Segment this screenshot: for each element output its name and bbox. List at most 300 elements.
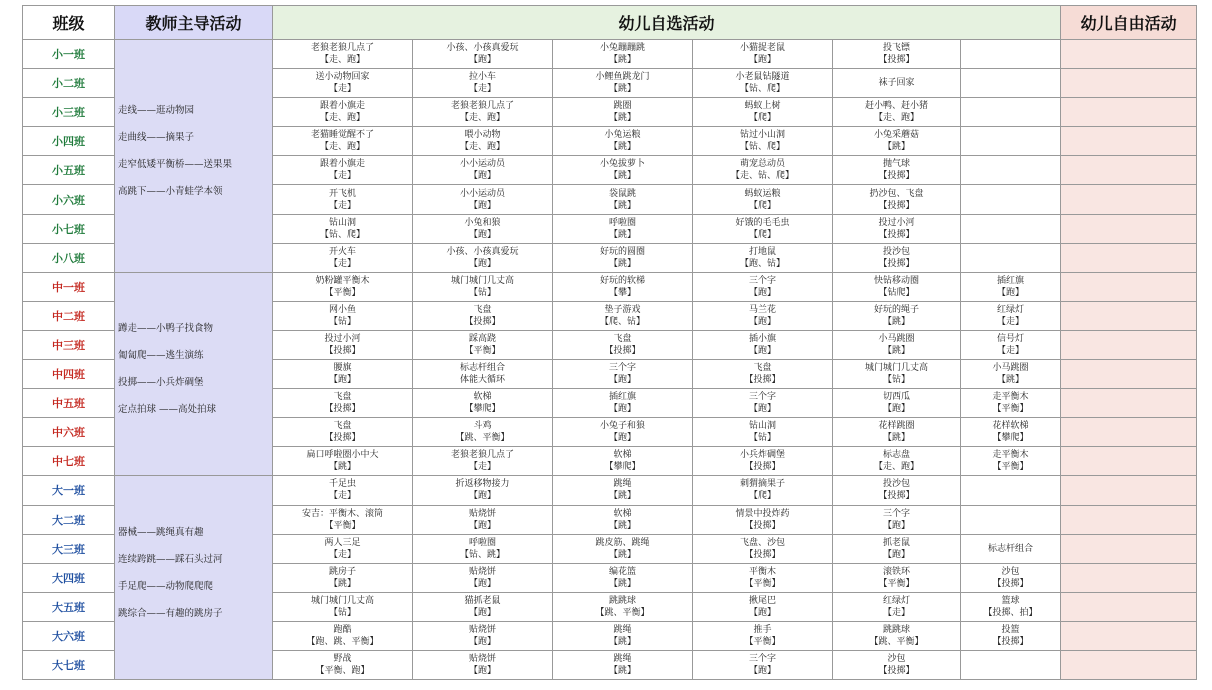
activity-skill-tag: 【投掷】 — [878, 229, 915, 240]
self-selected-activity-cell — [833, 185, 961, 214]
teacher-activity-item: 手足爬——动物爬爬爬 — [118, 580, 214, 592]
activity-name: 小老鼠钻隧道 — [735, 72, 790, 83]
self-selected-activity-cell — [833, 592, 961, 621]
self-selected-activity-cell — [693, 447, 833, 476]
activity-name: 沙包 — [1001, 566, 1020, 577]
self-selected-activity-cell — [693, 69, 833, 98]
activity-name: 小兔采蘑菇 — [873, 130, 919, 141]
class-name-cell: 小五班 — [23, 156, 115, 185]
activity-skill-tag: 【跳】 — [882, 433, 910, 444]
activity-skill-tag: 【跑】 — [882, 549, 910, 560]
free-play-cell — [1061, 360, 1197, 389]
self-selected-activity-cell — [961, 592, 1061, 621]
self-selected-activity-cell — [413, 650, 553, 679]
self-selected-activity-cell — [553, 40, 693, 69]
activity-name: 跟着小旗走 — [319, 159, 365, 170]
self-selected-activity-cell — [961, 447, 1061, 476]
self-selected-activity-cell — [553, 98, 693, 127]
activity-skill-tag: 【跳】 — [608, 666, 636, 677]
activity-skill-tag: 【跳】 — [328, 578, 356, 589]
table-row — [23, 476, 1197, 505]
activity-skill-tag: 【投掷】 — [878, 258, 915, 269]
class-name-cell: 小六班 — [23, 185, 115, 214]
activity-skill-tag: 【走】 — [328, 549, 356, 560]
activity-name: 小兔蹦蹦跳 — [599, 43, 645, 54]
self-selected-activity-cell — [693, 650, 833, 679]
self-selected-activity-cell — [961, 360, 1061, 389]
activity-name: 马兰花 — [748, 304, 776, 315]
class-name-cell: 中七班 — [23, 447, 115, 476]
class-name-cell: 大六班 — [23, 621, 115, 650]
activity-skill-tag: 【跑】 — [882, 520, 910, 531]
activity-name: 插小旗 — [748, 333, 776, 344]
activity-name: 好玩的圆圈 — [599, 246, 645, 257]
activity-skill-tag: 【跑】 — [468, 607, 496, 618]
activity-name: 标志盘 — [882, 450, 910, 461]
class-name-cell: 小二班 — [23, 69, 115, 98]
free-play-cell — [1061, 650, 1197, 679]
self-selected-activity-cell — [961, 621, 1061, 650]
free-play-cell — [1061, 330, 1197, 359]
activity-name: 揪尾巴 — [748, 595, 776, 606]
self-selected-activity-cell — [833, 534, 961, 563]
activity-skill-tag: 【钻】 — [328, 607, 356, 618]
activity-name: 斗鸡 — [473, 421, 492, 432]
class-name-cell: 大四班 — [23, 563, 115, 592]
activity-skill-tag: 【投掷】 — [464, 316, 501, 327]
self-selected-activity-cell — [833, 98, 961, 127]
self-selected-activity-cell — [693, 389, 833, 418]
class-name-cell: 小八班 — [23, 243, 115, 272]
activity-name: 刺猬摘果子 — [739, 479, 785, 490]
self-selected-activity-cell — [693, 243, 833, 272]
activity-name: 千足虫 — [328, 479, 356, 490]
activity-name: 钻山洞 — [748, 421, 776, 432]
self-selected-activity-cell — [273, 389, 413, 418]
self-selected-activity-cell — [833, 69, 961, 98]
activity-skill-tag: 【平衡】 — [992, 404, 1029, 415]
activity-skill-tag: 【跳】 — [608, 578, 636, 589]
activity-skill-tag: 【跑】 — [882, 404, 910, 415]
activity-name: 野战 — [333, 654, 352, 665]
activity-skill-tag: 【平衡】 — [744, 578, 781, 589]
self-selected-activity-cell — [693, 272, 833, 301]
self-selected-activity-cell — [961, 563, 1061, 592]
activity-name: 贴烧饼 — [468, 654, 496, 665]
teacher-activity-item: 投掷——小兵炸碉堡 — [118, 377, 204, 389]
activity-skill-tag: 【钻、爬】 — [739, 84, 785, 95]
self-selected-activity-cell — [273, 185, 413, 214]
self-selected-activity-cell — [961, 476, 1061, 505]
self-selected-activity-cell — [961, 418, 1061, 447]
self-selected-activity-cell — [413, 505, 553, 534]
activity-skill-tag: 【跳】 — [997, 375, 1025, 386]
self-selected-activity-cell — [833, 40, 961, 69]
activity-skill-tag: 【跑、钻】 — [739, 258, 785, 269]
activity-skill-tag: 【爬】 — [748, 200, 776, 211]
self-selected-activity-cell — [553, 272, 693, 301]
activity-skill-tag: 【走】 — [997, 316, 1025, 327]
activity-skill-tag: 【钻】 — [748, 433, 776, 444]
activity-name: 飞盘、沙包 — [739, 537, 785, 548]
teacher-activity-item: 走曲线——摘果子 — [118, 131, 195, 143]
self-selected-activity-cell — [693, 301, 833, 330]
activity-name: 篮球 — [1001, 595, 1020, 606]
activity-name: 软梯 — [473, 392, 492, 403]
self-selected-activity-cell — [553, 185, 693, 214]
self-selected-activity-cell — [961, 243, 1061, 272]
self-selected-activity-cell — [413, 40, 553, 69]
activity-name: 跳绳 — [613, 624, 632, 635]
class-name-cell: 小四班 — [23, 127, 115, 156]
self-selected-activity-cell — [413, 389, 553, 418]
activity-name: 推手 — [753, 624, 772, 635]
self-selected-activity-cell — [413, 330, 553, 359]
table-row — [23, 272, 1197, 301]
activity-name: 呼啦圈 — [468, 537, 496, 548]
activity-name: 两人三足 — [324, 537, 361, 548]
activity-name: 赶小鸭、赶小猪 — [864, 101, 928, 112]
activity-skill-tag: 【跳】 — [328, 462, 356, 473]
activity-skill-tag: 【攀爬】 — [992, 433, 1029, 444]
activity-skill-tag: 【走】 — [328, 171, 356, 182]
self-selected-activity-cell — [833, 360, 961, 389]
activity-schedule-table — [22, 5, 1197, 680]
activity-name: 投过小河 — [324, 333, 361, 344]
class-name-cell: 大二班 — [23, 505, 115, 534]
activity-name: 平衡木 — [748, 566, 776, 577]
self-selected-activity-cell — [961, 534, 1061, 563]
teacher-activity-item: 器械——跳绳真有趣 — [118, 526, 204, 538]
self-selected-activity-cell — [833, 214, 961, 243]
activity-name: 飞盘 — [333, 392, 352, 403]
self-selected-activity-cell — [961, 69, 1061, 98]
activity-name: 小兵炸碉堡 — [739, 450, 785, 461]
self-selected-activity-cell — [553, 476, 693, 505]
self-selected-activity-cell — [553, 330, 693, 359]
activity-skill-tag: 【走、跑】 — [459, 142, 505, 153]
activity-skill-tag: 【投掷】 — [878, 200, 915, 211]
activity-name: 小兔拔萝卜 — [599, 159, 645, 170]
activity-name: 贴烧饼 — [468, 566, 496, 577]
activity-name: 奶粉罐平衡木 — [315, 275, 370, 286]
activity-skill-tag: 【跳、平衡】 — [869, 636, 924, 647]
activity-name: 蚂蚁运粮 — [744, 188, 781, 199]
class-name-cell: 中一班 — [23, 272, 115, 301]
activity-name: 袋鼠跳 — [608, 188, 636, 199]
activity-name: 老狼老狼几点了 — [310, 43, 374, 54]
self-selected-activity-cell — [413, 156, 553, 185]
activity-name: 踩高跷 — [468, 333, 496, 344]
self-selected-activity-cell — [273, 214, 413, 243]
activity-name: 切西瓜 — [882, 392, 910, 403]
activity-skill-tag: 【投掷】 — [878, 55, 915, 66]
free-play-cell — [1061, 476, 1197, 505]
free-play-cell — [1061, 127, 1197, 156]
self-selected-activity-cell — [273, 272, 413, 301]
activity-skill-tag: 【跑】 — [328, 375, 356, 386]
self-selected-activity-cell — [553, 156, 693, 185]
free-play-cell — [1061, 563, 1197, 592]
activity-name: 三个字 — [748, 654, 776, 665]
activity-name: 走平衡木 — [992, 392, 1029, 403]
activity-name: 贴烧饼 — [468, 508, 496, 519]
activity-skill-tag: 【投掷、拍】 — [983, 607, 1038, 618]
free-play-cell — [1061, 214, 1197, 243]
activity-skill-tag: 【跑】 — [997, 287, 1025, 298]
activity-name: 蚂蚁上树 — [744, 101, 781, 112]
self-selected-activity-cell — [413, 621, 553, 650]
activity-skill-tag: 【跳、平衡】 — [595, 607, 650, 618]
activity-skill-tag: 【走】 — [328, 84, 356, 95]
self-selected-activity-cell — [413, 592, 553, 621]
activity-name: 跟着小旗走 — [319, 101, 365, 112]
self-selected-activity-cell — [833, 389, 961, 418]
activity-name: 呼啦圈 — [608, 217, 636, 228]
free-play-cell — [1061, 389, 1197, 418]
activity-skill-tag: 【投掷】 — [744, 462, 781, 473]
activity-skill-tag: 【投掷】 — [744, 520, 781, 531]
activity-skill-tag: 【平衡】 — [992, 462, 1029, 473]
activity-skill-tag: 【投掷】 — [878, 171, 915, 182]
header-self-selected: 幼儿自选活动 — [273, 6, 1061, 40]
activity-name: 沙包 — [887, 654, 906, 665]
class-name-cell: 小一班 — [23, 40, 115, 69]
self-selected-activity-cell — [693, 563, 833, 592]
self-selected-activity-cell — [553, 650, 693, 679]
activity-skill-tag: 【跳】 — [608, 520, 636, 531]
activity-name: 投过小河 — [878, 217, 915, 228]
activity-skill-tag: 【跳】 — [882, 142, 910, 153]
self-selected-activity-cell — [693, 214, 833, 243]
self-selected-activity-cell — [273, 330, 413, 359]
free-play-cell — [1061, 243, 1197, 272]
class-name-cell: 小三班 — [23, 98, 115, 127]
activity-skill-tag: 【爬】 — [748, 491, 776, 502]
free-play-cell — [1061, 98, 1197, 127]
activity-name: 城门城门几丈高 — [310, 595, 374, 606]
activity-name: 好饿的毛毛虫 — [735, 217, 790, 228]
self-selected-activity-cell — [553, 127, 693, 156]
activity-name: 垫子游戏 — [604, 304, 641, 315]
activity-name: 萌宠总动员 — [739, 159, 785, 170]
class-name-cell: 中三班 — [23, 330, 115, 359]
activity-skill-tag: 【走】 — [328, 258, 356, 269]
self-selected-activity-cell — [693, 40, 833, 69]
teacher-activity-item: 跳综合——有趣的跳房子 — [118, 607, 223, 619]
table-body — [23, 40, 1197, 680]
activity-name: 小马跳圈 — [878, 333, 915, 344]
teacher-led-activities-cell — [115, 272, 273, 476]
activity-skill-tag: 【跑】 — [468, 258, 496, 269]
activity-skill-tag: 【走】 — [328, 491, 356, 502]
activity-skill-tag: 【平衡、跑】 — [315, 666, 370, 677]
activity-skill-tag: 【跳】 — [608, 636, 636, 647]
activity-skill-tag: 【跑】 — [468, 171, 496, 182]
activity-skill-tag: 【跑、跳、平衡】 — [306, 636, 379, 647]
activity-name: 折返移物接力 — [455, 479, 510, 490]
self-selected-activity-cell — [961, 98, 1061, 127]
free-play-cell — [1061, 447, 1197, 476]
self-selected-activity-cell — [693, 127, 833, 156]
activity-skill-tag: 【走、跑】 — [873, 462, 919, 473]
activity-name: 好玩的软梯 — [599, 275, 645, 286]
activity-name: 跳皮筋、跳绳 — [595, 537, 650, 548]
self-selected-activity-cell — [273, 243, 413, 272]
activity-name: 三个字 — [748, 275, 776, 286]
free-play-cell — [1061, 69, 1197, 98]
activity-skill-tag: 【攀爬】 — [604, 462, 641, 473]
table-row — [23, 40, 1197, 69]
activity-skill-tag: 【跑】 — [608, 433, 636, 444]
free-play-cell — [1061, 418, 1197, 447]
self-selected-activity-cell — [413, 243, 553, 272]
activity-name: 送小动物回家 — [315, 72, 370, 83]
self-selected-activity-cell — [273, 127, 413, 156]
activity-name: 投沙包 — [882, 246, 910, 257]
self-selected-activity-cell — [833, 301, 961, 330]
header-teacher-led: 教师主导活动 — [115, 6, 273, 40]
activity-skill-tag: 【跑】 — [468, 491, 496, 502]
self-selected-activity-cell — [413, 127, 553, 156]
free-play-cell — [1061, 40, 1197, 69]
activity-skill-tag: 【投掷】 — [744, 549, 781, 560]
activity-name: 小马跳圈 — [992, 363, 1029, 374]
self-selected-activity-cell — [693, 360, 833, 389]
activity-name: 情景中投炸药 — [735, 508, 790, 519]
self-selected-activity-cell — [413, 447, 553, 476]
self-selected-activity-cell — [833, 563, 961, 592]
self-selected-activity-cell — [413, 69, 553, 98]
activity-skill-tag: 【投掷】 — [992, 578, 1029, 589]
self-selected-activity-cell — [553, 505, 693, 534]
self-selected-activity-cell — [553, 534, 693, 563]
self-selected-activity-cell — [413, 534, 553, 563]
activity-skill-tag: 【跑】 — [608, 404, 636, 415]
activity-skill-tag: 【投掷】 — [878, 491, 915, 502]
activity-skill-tag: 【平衡】 — [878, 578, 915, 589]
class-name-cell: 大一班 — [23, 476, 115, 505]
self-selected-activity-cell — [273, 505, 413, 534]
self-selected-activity-cell — [413, 98, 553, 127]
activity-skill-tag: 【钻、跳】 — [459, 549, 505, 560]
self-selected-activity-cell — [961, 127, 1061, 156]
self-selected-activity-cell — [553, 621, 693, 650]
activity-skill-tag: 【跳】 — [608, 142, 636, 153]
activity-skill-tag: 【平衡】 — [744, 636, 781, 647]
activity-name: 扔沙包、飞盘 — [869, 188, 924, 199]
activity-name: 抛气球 — [882, 159, 910, 170]
self-selected-activity-cell — [693, 330, 833, 359]
activity-name: 开飞机 — [328, 188, 356, 199]
activity-name: 标志杆组合 — [988, 543, 1034, 554]
activity-skill-tag: 【平衡】 — [324, 287, 361, 298]
self-selected-activity-cell — [961, 214, 1061, 243]
self-selected-activity-cell — [413, 185, 553, 214]
self-selected-activity-cell — [833, 156, 961, 185]
self-selected-activity-cell — [693, 592, 833, 621]
activity-name: 小鲤鱼跳龙门 — [595, 72, 650, 83]
activity-name: 跳绳 — [613, 654, 632, 665]
activity-skill-tag: 【跳】 — [608, 84, 636, 95]
activity-name: 飞盘 — [473, 304, 492, 315]
activity-skill-tag: 【跑】 — [468, 229, 496, 240]
self-selected-activity-cell — [961, 156, 1061, 185]
activity-skill-tag: 【投掷】 — [324, 433, 361, 444]
activity-name: 网小鱼 — [328, 304, 356, 315]
activity-skill-tag: 【走】 — [328, 200, 356, 211]
activity-name: 小兔子和狼 — [599, 421, 645, 432]
activity-skill-tag: 【钻爬】 — [878, 287, 915, 298]
activity-skill-tag: 【走、跑】 — [319, 55, 365, 66]
class-name-cell: 大三班 — [23, 534, 115, 563]
activity-name: 三个字 — [608, 363, 636, 374]
activity-name: 拉小车 — [468, 72, 496, 83]
activity-name: 跳跳球 — [608, 595, 636, 606]
activity-skill-tag: 【跳】 — [882, 345, 910, 356]
activity-skill-tag: 【跑】 — [748, 404, 776, 415]
activity-name: 城门城门几丈高 — [450, 275, 514, 286]
free-play-cell — [1061, 592, 1197, 621]
self-selected-activity-cell — [273, 476, 413, 505]
activity-skill-tag: 【走、跑】 — [319, 113, 365, 124]
activity-skill-tag: 【跑】 — [468, 55, 496, 66]
self-selected-activity-cell — [413, 563, 553, 592]
self-selected-activity-cell — [273, 360, 413, 389]
activity-name: 软梯 — [613, 508, 632, 519]
self-selected-activity-cell — [833, 505, 961, 534]
activity-name: 投沙包 — [882, 479, 910, 490]
activity-skill-tag: 【走、跑】 — [319, 142, 365, 153]
activity-skill-tag: 【攀爬】 — [464, 404, 501, 415]
activity-name: 老猫睡觉醒不了 — [310, 130, 374, 141]
activity-skill-tag: 【跳】 — [608, 55, 636, 66]
activity-name: 滚铁环 — [882, 566, 910, 577]
header-row — [23, 6, 1197, 40]
activity-name: 钻山洞 — [328, 217, 356, 228]
activity-skill-tag: 【走、跑】 — [459, 113, 505, 124]
self-selected-activity-cell — [961, 40, 1061, 69]
activity-name: 猫抓老鼠 — [464, 595, 501, 606]
activity-name: 红绿灯 — [882, 595, 910, 606]
self-selected-activity-cell — [961, 272, 1061, 301]
teacher-activity-item: 高跳下——小青蛙学本领 — [118, 185, 223, 197]
self-selected-activity-cell — [553, 301, 693, 330]
self-selected-activity-cell — [553, 69, 693, 98]
free-play-cell — [1061, 534, 1197, 563]
self-selected-activity-cell — [833, 127, 961, 156]
activity-name: 信号灯 — [997, 333, 1025, 344]
activity-name: 跳绳 — [613, 479, 632, 490]
teacher-activity-item: 走线——逛动物园 — [118, 104, 195, 116]
self-selected-activity-cell — [413, 214, 553, 243]
activity-skill-tag: 【跑】 — [468, 636, 496, 647]
activity-skill-tag: 【爬】 — [748, 229, 776, 240]
self-selected-activity-cell — [693, 185, 833, 214]
self-selected-activity-cell — [693, 418, 833, 447]
self-selected-activity-cell — [553, 243, 693, 272]
self-selected-activity-cell — [273, 69, 413, 98]
activity-name: 快钻移动圈 — [873, 275, 919, 286]
activity-skill-tag: 【投掷】 — [324, 345, 361, 356]
activity-skill-tag: 【攀】 — [608, 287, 636, 298]
activity-name: 投飞镖 — [882, 43, 910, 54]
activity-skill-tag: 【跑】 — [748, 607, 776, 618]
self-selected-activity-cell — [961, 389, 1061, 418]
self-selected-activity-cell — [693, 476, 833, 505]
self-selected-activity-cell — [553, 563, 693, 592]
activity-skill-tag: 【爬】 — [748, 113, 776, 124]
